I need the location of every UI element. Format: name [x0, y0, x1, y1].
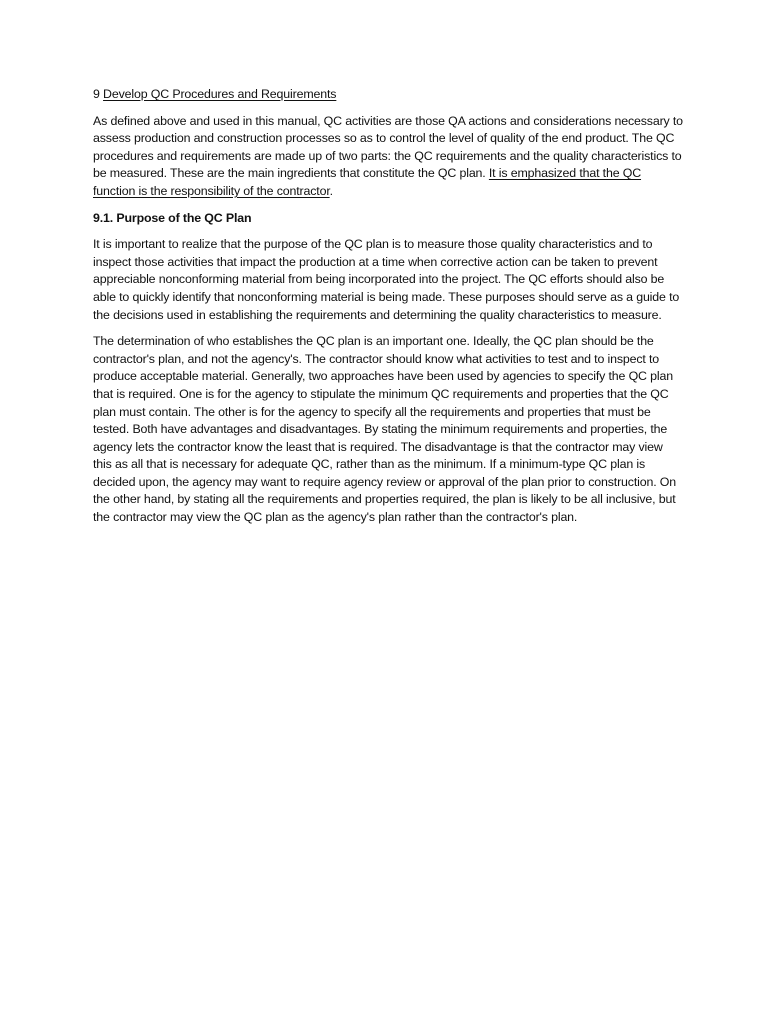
section-title: Develop QC Procedures and Requirements [103, 87, 337, 101]
purpose-paragraph: It is important to realize that the purpose of the QC plan is to measure those quality characteristics and to inspect those activities that impact the production at a time when corrective action can be taken to prevent appreciable nonconforming material from being incorporated into the project. The QC efforts should also be able to quickly identify that nonconforming material is being made. These purposes should serve as a guide to the decisions used in establishing the requirements and determining the quality characteristics to measure. [93, 237, 680, 322]
intro-paragraph [93, 113, 683, 201]
subsection-heading: 9.1. Purpose of the QC Plan [93, 210, 252, 225]
intro-end: . [329, 183, 333, 198]
intro-emphasis: It is emphasized that the QC function is the responsibility of the contractor [93, 166, 642, 198]
intro-text: As defined above and used in this manual, QC activities are those QA actions and considerations necessary to assess production and construction processes so as to control the level of quality of the end product. The QC procedures and requirements are made up of two parts: the QC requirements and the quality characteristics to be measured. These are the main ingredients that constitute the QC plan. [93, 113, 683, 181]
section-number: 9 [93, 87, 100, 101]
section-heading [93, 86, 683, 104]
document-page [93, 86, 683, 536]
determination-paragraph: The determination of who establishes the QC plan is an important one. Ideally, the QC plan should be the contractor's plan, and not the agency's. The contractor should know what activities to test and to inspect to produce acceptable material. Generally, two approaches have been used by agencies to specify the QC plan that is required. One is for the agency to stipulate the minimum QC requirements and properties that the QC plan must contain. The other is for the agency to specify all the requirements and properties that must be tested. Both have advantages and disadvantages. By stating the minimum requirements and properties, the agency lets the contractor know the least that is required. The disadvantage is that the contractor may view this as all that is necessary for adequate QC, rather than as the minimum. If a minimum-type QC plan is decided upon, the agency may want to require agency review or approval of the plan prior to construction. On the other hand, by stating all the requirements and properties required, the plan is likely to be all inclusive, but the contractor may view the QC plan as the agency's plan rather than the contractor's plan. [93, 334, 677, 525]
